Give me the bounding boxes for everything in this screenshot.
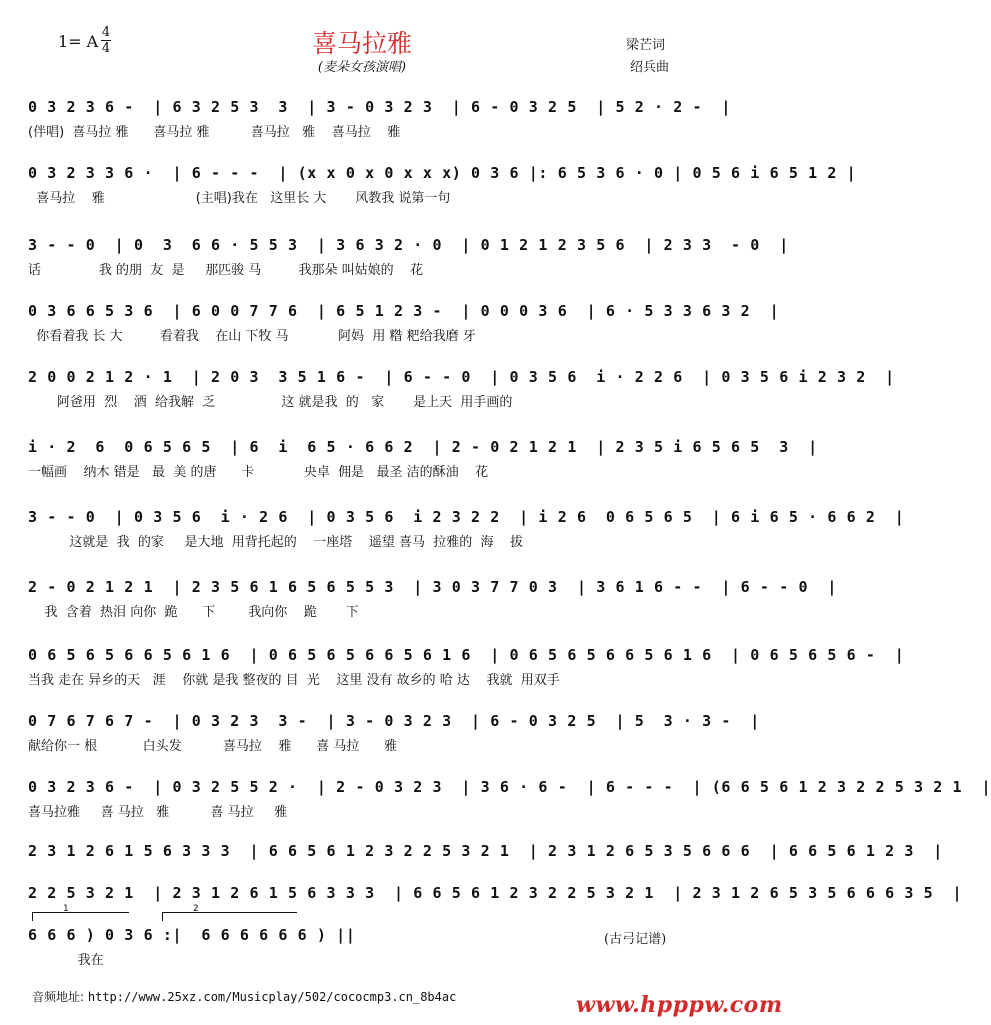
notation-line: 0 3 2 3 3 6 · | 6 - - - | (x x 0 x 0 x x x) 0 3 6 |: 6 5 3 6 · 0 | 0 5 6 i 6 5 1 2 | (28, 164, 857, 182)
volta-first-number: 1 (63, 904, 69, 914)
lyrics-line: 当我 走在 异乡的天 涯 你就 是我 整夜的 目 光 这里 没有 故乡的 哈 达 我就 用双手 (28, 673, 560, 688)
site-watermark: www.hpppw.com (576, 992, 783, 1018)
transcriber-credit: (古弓记谱) (604, 932, 667, 947)
composer-credit: 绍兵曲 (630, 60, 670, 75)
score-system-11 (28, 774, 991, 828)
time-signature-top: 4 (101, 25, 111, 40)
notation-line: 0 7 6 7 6 7 - | 0 3 2 3 3 - | 3 - 0 3 2 3 | 6 - 0 3 2 5 | 5 3 · 3 - | (28, 712, 760, 730)
song-subtitle: (麦朵女孩演唱) (317, 60, 407, 75)
score-system-8 (28, 574, 837, 628)
volta-first-ending (32, 904, 129, 921)
score-system-14 (28, 922, 688, 976)
notation-line: 2 0 0 2 1 2 · 1 | 2 0 3 3 5 1 6 - | 6 - - 0 | 0 3 5 6 i · 2 2 6 | 0 3 5 6 i 2 3 2 | (28, 368, 895, 386)
score-system-3 (28, 232, 789, 286)
notation-line: 2 - 0 2 1 2 1 | 2 3 5 6 1 6 5 6 5 5 3 | 3 0 3 7 7 0 3 | 3 6 1 6 - - | 6 - - 0 | (28, 578, 837, 596)
score-system-10 (28, 708, 760, 762)
score-system-2 (28, 160, 857, 214)
score-system-7 (28, 504, 905, 558)
lyrics-line: 喜马拉雅 喜 马拉 雅 喜 马拉 雅 (28, 805, 288, 820)
lyrics-line: 话 我 的朋 友 是 那匹骏 马 我那朵 叫姑娘的 花 (28, 263, 424, 278)
lyrics-line: 这就是 我 的家 是大地 用背托起的 一座塔 遥望 喜马 拉雅的 海 拔 (28, 535, 524, 550)
notation-line: 0 3 2 3 6 - | 0 3 2 5 5 2 · | 2 - 0 3 2 3 | 3 6 · 6 - | 6 - - - | (6 6 5 6 1 2 3 2 2 5 3 2 1 | (28, 778, 991, 796)
notation-line: 3 - - 0 | 0 3 5 6 i · 2 6 | 0 3 5 6 i 2 3 2 2 | i 2 6 0 6 5 6 5 | 6 i 6 5 · 6 6 2 | (28, 508, 905, 526)
audio-url[interactable]: http://www.25xz.com/Musicplay/502/cococmp3.cn_8b4ac (87, 990, 457, 1004)
notation-line: i · 2 6 0 6 5 6 5 | 6 i 6 5 · 6 6 2 | 2 - 0 2 1 2 1 | 2 3 5 i 6 5 6 5 3 | (28, 438, 818, 456)
song-title: 喜马拉雅 (311, 29, 412, 58)
lyrics-line: (伴唱) 喜马拉 雅 喜马拉 雅 喜马拉 雅 喜马拉 雅 (28, 125, 401, 140)
notation-line: 6 6 6 ) 0 3 6 :| 6 6 6 6 6 6 ) || (28, 926, 356, 944)
notation-line: 3 - - 0 | 0 3 6 6 · 5 5 3 | 3 6 3 2 · 0 | 0 1 2 1 2 3 5 6 | 2 3 3 - 0 | (28, 236, 789, 254)
lyrics-line: 你看着我 长 大 看着我 在山 下牧 马 阿妈 用 糌 粑给我磨 牙 (28, 329, 476, 344)
notation-line: 0 3 6 6 5 3 6 | 6 0 0 7 7 6 | 6 5 1 2 3 - | 0 0 0 3 6 | 6 · 5 3 3 6 3 2 | (28, 302, 780, 320)
volta-second-number: 2 (193, 904, 199, 914)
lyrics-line: 喜马拉 雅 (主唱)我在 这里长 大 风教我 说第一句 (28, 191, 451, 206)
notation-line: 2 2 5 3 2 1 | 2 3 1 2 6 1 5 6 3 3 3 | 6 6 5 6 1 2 3 2 2 5 3 2 1 | 2 3 1 2 6 5 3 5 6 6 6 3 5 | (28, 884, 963, 902)
score-system-6 (28, 434, 818, 488)
lyrics-line: 我 含着 热泪 向你 跪 下 我向你 跪 下 (28, 605, 359, 620)
notation-line: 0 3 2 3 6 - | 6 3 2 5 3 3 | 3 - 0 3 2 3 | 6 - 0 3 2 5 | 5 2 · 2 - | (28, 98, 732, 116)
lyrics-line: 阿爸用 烈 酒 给我解 乏 这 就是我 的 家 是上天 用手画的 (28, 395, 513, 410)
lyricist-credit: 梁芒词 (626, 38, 666, 53)
audio-label: 音频地址: (32, 990, 85, 1004)
score-system-4 (28, 298, 780, 352)
lyrics-line: 献给你一 根 白头发 喜马拉 雅 喜 马拉 雅 (28, 739, 398, 754)
notation-line: 0 6 5 6 5 6 6 5 6 1 6 | 0 6 5 6 5 6 6 5 6 1 6 | 0 6 5 6 5 6 6 5 6 1 6 | 0 6 5 6 5 6 - | (28, 646, 905, 664)
score-system-5 (28, 364, 895, 418)
lyrics-line: 一幅画 纳木 错是 最 美 的唐 卡 央卓 佣是 最圣 洁的酥油 花 (28, 465, 489, 480)
volta-second-ending (162, 904, 297, 921)
lyrics-line: 我在 (28, 953, 104, 968)
audio-address (32, 988, 456, 1005)
notation-line: 2 3 1 2 6 1 5 6 3 3 3 | 6 6 5 6 1 2 3 2 2 5 3 2 1 | 2 3 1 2 6 5 3 5 6 6 6 | 6 6 5 6 1 2 3 | (28, 842, 943, 860)
time-signature-bottom: 4 (101, 41, 111, 56)
score-system-9 (28, 642, 905, 696)
score-system-1 (28, 94, 732, 148)
key-signature: 1= A (58, 32, 99, 51)
